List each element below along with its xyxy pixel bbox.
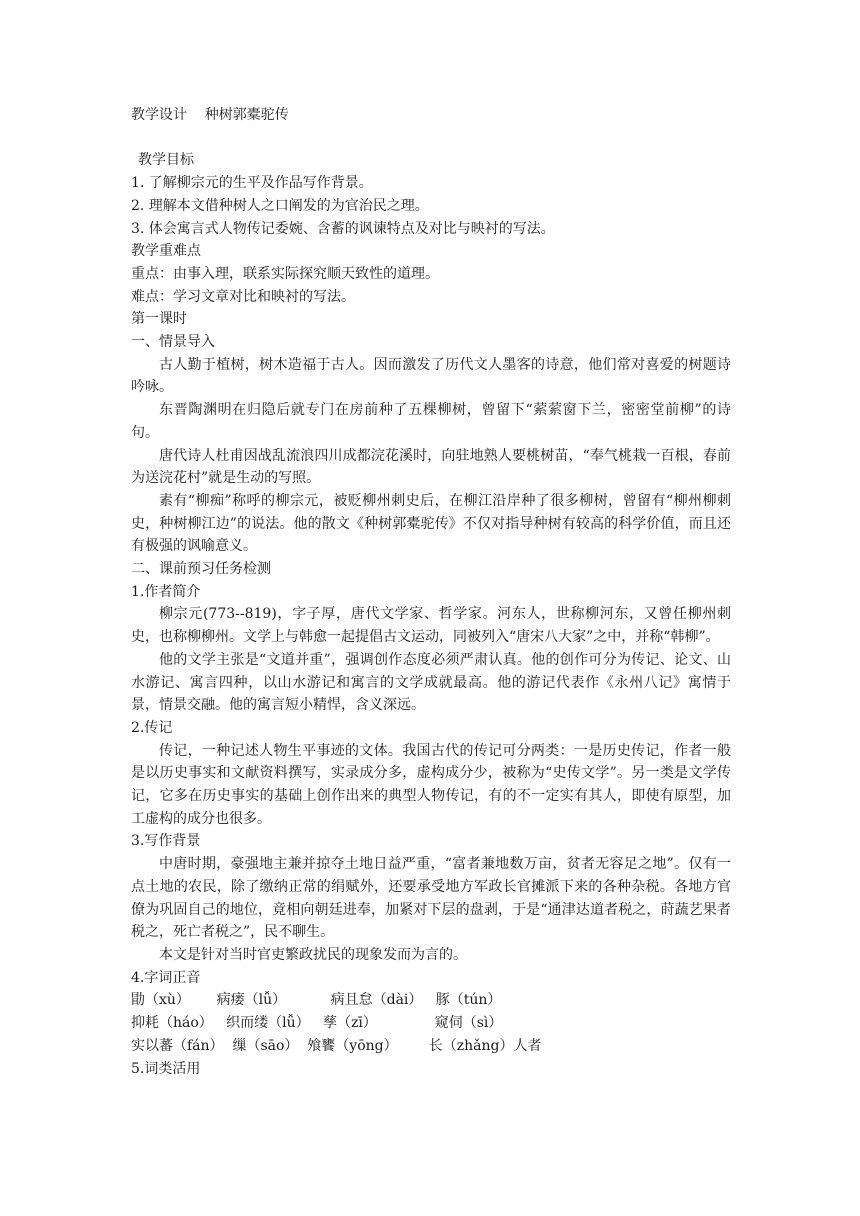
paragraph: 他的文学主张是“文道并重”，强调创作态度必须严肃认真。他的创作可分为传记、论文、山水游记、寓言四种，以山水游记和寓言的文学成就最高。他的游记代表作《永州八记》寓情于景，情景交融。他的寓言短小精悍，含义深远。 [131, 651, 731, 714]
document-body [131, 104, 731, 1080]
section-heading-intro: 一、情景导入 [131, 334, 215, 351]
objectives-heading: 教学目标 [138, 152, 194, 169]
paragraph: 东晋陶渊明在归隐后就专门在房前种了五棵柳树，曾留下“萦萦窗下兰，密密堂前柳”的诗句。 [131, 402, 731, 441]
subheading-author: 1.作者简介 [131, 583, 201, 600]
objective-item: 1. 了解柳宗元的生平及作品写作背景。 [131, 175, 373, 192]
subheading-background: 3.写作背景 [131, 833, 201, 850]
paragraph: 本文是针对当时官吏繁政扰民的现象发而为言的。 [159, 947, 467, 963]
lesson-heading: 第一课时 [131, 311, 187, 328]
subheading-pronunciation: 4.字词正音 [131, 969, 201, 986]
paragraph: 素有“柳痴”称呼的柳宗元，被贬柳州刺史后，在柳江沿岸种了很多柳树，曾留有“柳州柳刺史，种树柳江边”的说法。他的散文《种树郭橐驼传》不仅对指导种树有较高的科学价值，而且还有极强的讽喻意义。 [131, 492, 731, 555]
objective-item: 2. 理解本文借种树人之口阐发的为官治民之理。 [131, 197, 429, 214]
section-heading-preview: 二、课前预习任务检测 [131, 561, 271, 578]
subheading-biography: 2.传记 [131, 719, 173, 736]
paragraph: 传记，一种记述人物生平事迹的文体。我国古代的传记可分两类：一是历史传记，作者一般是以历史事实和文献资料撰写，实录成分多，虚构成分少，被称为“史传文学”。另一类是文学传记，它多在历史事实的基础上创作出来的典型人物传记，有的不一定实有其人，即使有原型，加工虚构的成分也很多。 [131, 742, 731, 827]
key-point-difficulty: 难点：学习文章对比和映衬的写法。 [131, 288, 355, 305]
subheading-word-class: 5.词类活用 [131, 1060, 201, 1077]
paragraph: 中唐时期，豪强地主兼并掠夺土地日益严重，“富者兼地数万亩，贫者无容足之地”。仅有一点土地的农民，除了缴纳正常的绢赋外，还要承受地方军政长官摊派下来的各种杂税。各地方官僚为巩固自己的地位，竟相向朝廷进奉，加紧对下层的盘剥，于是“通津达道者税之，莳蔬艺果者税之，死亡者税之”，民不聊生。 [131, 856, 731, 941]
key-point-focus: 重点：由事入理，联系实际探究顺天致性的道理。 [131, 265, 439, 282]
objective-item: 3. 体会寓言式人物传记委婉、含蓄的讽谏特点及对比与映衬的写法。 [131, 220, 555, 237]
pronunciation-line: 勖（xù） 病瘘（lǚ） 病且怠（dài） 豚（tún） [131, 992, 502, 1009]
pronunciation-line: 抑耗（háo） 织而缕（lǚ） 孳（zī） 窥伺（sì） [131, 1015, 503, 1032]
pronunciation-line: 实以蕃（fán） 缫（sāo） 飧饔（yōng） 长（zhǎng）人者 [131, 1037, 542, 1054]
document-title: 教学设计 种树郭橐驼传 [131, 107, 289, 123]
paragraph: 唐代诗人杜甫因战乱流浪四川成都浣花溪时，向驻地熟人要桃树苗，“奉气桃栽一百根，春前为送浣花村”就是生动的写照。 [131, 447, 731, 487]
paragraph: 柳宗元(773--819)，字子厚，唐代文学家、哲学家。河东人，世称柳河东，又曾任柳州刺史，也称柳柳州。文学上与韩愈一起提倡古文运动，同被列入“唐宋八大家”之中，并称“韩柳”。 [131, 606, 731, 646]
paragraph: 古人勤于植树，树木造福于古人。因而激发了历代文人墨客的诗意，他们常对喜爱的树题诗吟咏。 [131, 356, 731, 396]
key-points-heading: 教学重难点 [131, 243, 201, 260]
